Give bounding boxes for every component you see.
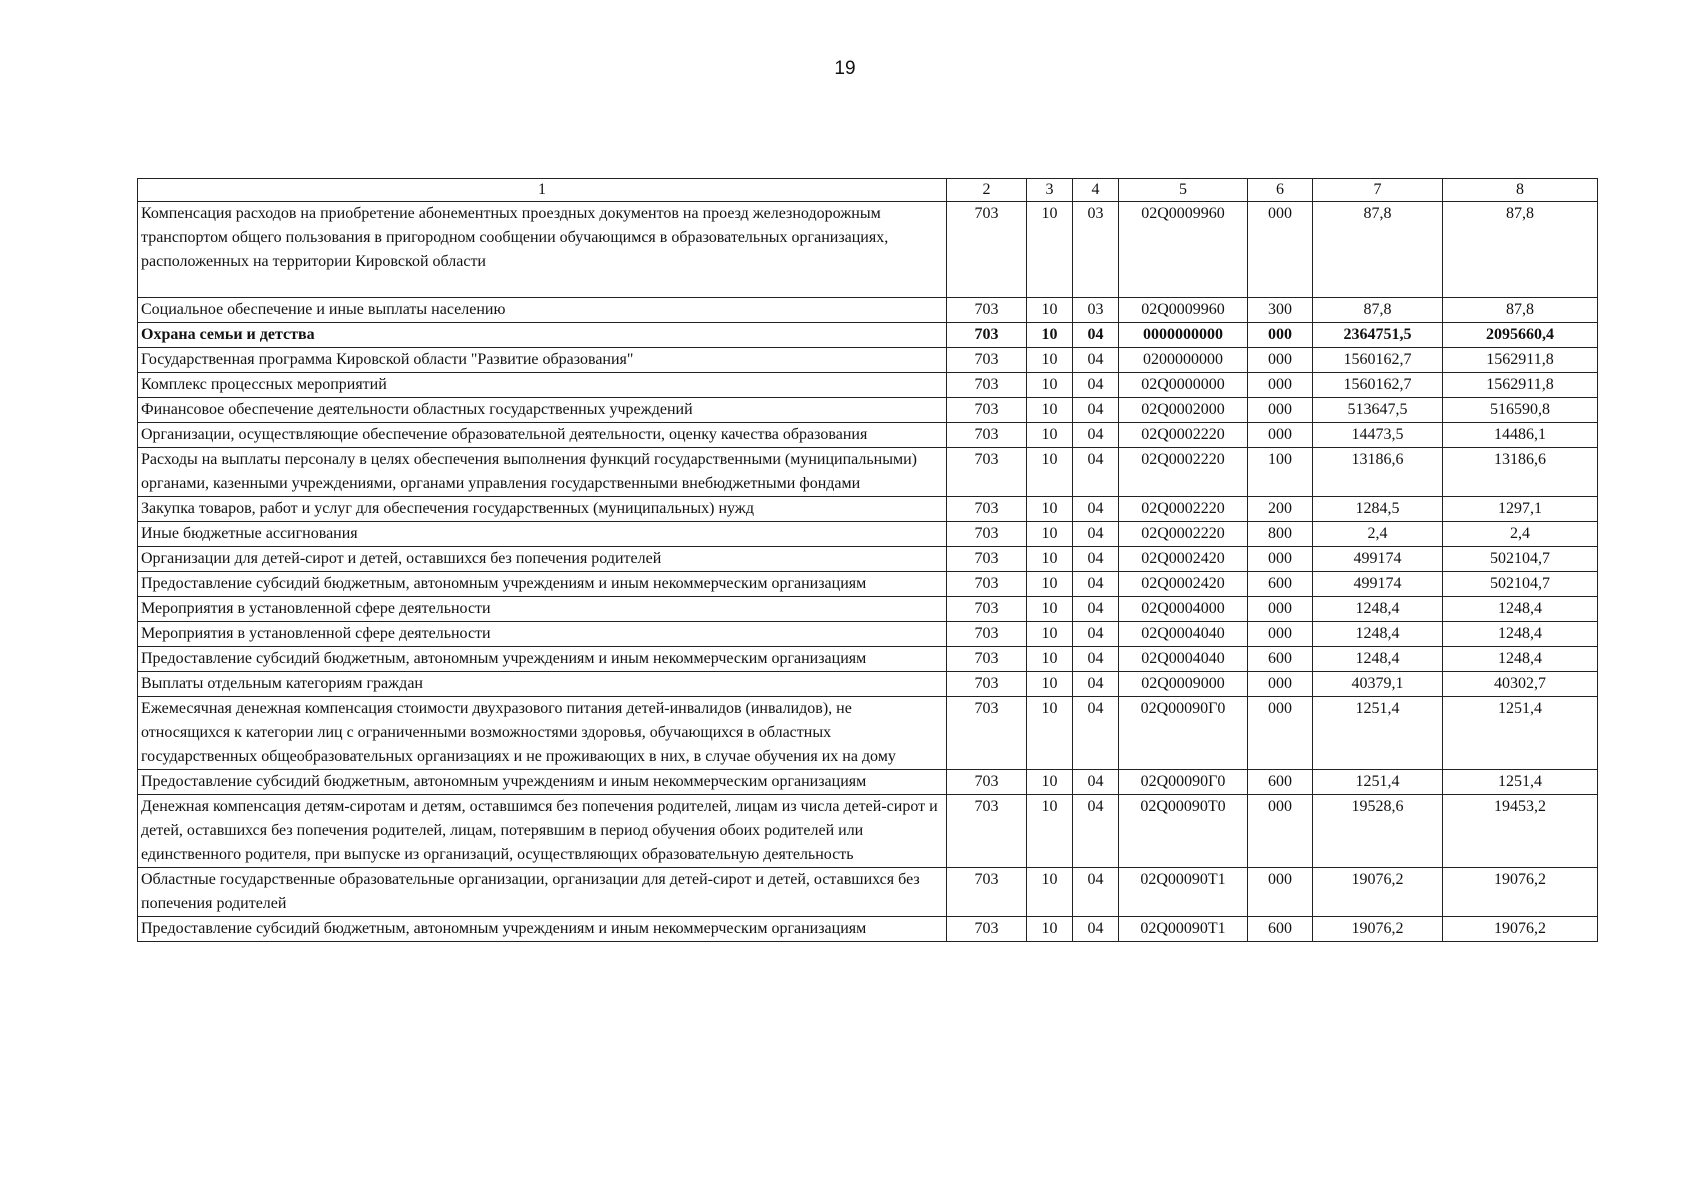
- table-row: [138, 572, 1598, 597]
- cell-subsection: 04: [1073, 448, 1119, 497]
- cell-code-2: 703: [947, 795, 1027, 868]
- cell-expense-type: 100: [1248, 448, 1313, 497]
- cell-subsection: 04: [1073, 795, 1119, 868]
- table-row: [138, 202, 1598, 298]
- cell-code-2: 703: [947, 323, 1027, 348]
- cell-subsection: 04: [1073, 672, 1119, 697]
- cell-amount-7: 19076,2: [1313, 917, 1443, 942]
- table-row: [138, 647, 1598, 672]
- cell-section: 10: [1027, 917, 1073, 942]
- cell-subsection: 03: [1073, 298, 1119, 323]
- cell-target-code: 02Q0002220: [1119, 423, 1248, 448]
- cell-code-2: 703: [947, 672, 1027, 697]
- cell-section: 10: [1027, 373, 1073, 398]
- cell-amount-8: 13186,6: [1443, 448, 1598, 497]
- cell-amount-7: 19528,6: [1313, 795, 1443, 868]
- table-row: [138, 697, 1598, 770]
- cell-code-2: 703: [947, 497, 1027, 522]
- column-header: 3: [1027, 179, 1073, 202]
- table-row: [138, 522, 1598, 547]
- cell-amount-8: 1562911,8: [1443, 373, 1598, 398]
- row-name: Социальное обеспечение и иные выплаты населению: [138, 298, 947, 323]
- column-header: 1: [138, 179, 947, 202]
- table-row: [138, 497, 1598, 522]
- cell-expense-type: 000: [1248, 697, 1313, 770]
- cell-amount-7: 1248,4: [1313, 647, 1443, 672]
- cell-expense-type: 600: [1248, 917, 1313, 942]
- cell-section: 10: [1027, 348, 1073, 373]
- cell-subsection: 04: [1073, 323, 1119, 348]
- cell-amount-8: 1248,4: [1443, 597, 1598, 622]
- cell-section: 10: [1027, 398, 1073, 423]
- row-name: Охрана семьи и детства: [138, 323, 947, 348]
- cell-code-2: 703: [947, 697, 1027, 770]
- row-name: Иные бюджетные ассигнования: [138, 522, 947, 547]
- cell-amount-7: 1560162,7: [1313, 373, 1443, 398]
- cell-amount-8: 40302,7: [1443, 672, 1598, 697]
- table-row: [138, 597, 1598, 622]
- cell-amount-8: 1562911,8: [1443, 348, 1598, 373]
- cell-expense-type: 000: [1248, 622, 1313, 647]
- cell-target-code: 02Q0004040: [1119, 622, 1248, 647]
- cell-subsection: 04: [1073, 547, 1119, 572]
- cell-section: 10: [1027, 448, 1073, 497]
- cell-amount-7: 40379,1: [1313, 672, 1443, 697]
- table-row: [138, 672, 1598, 697]
- cell-target-code: 02Q00090Г0: [1119, 770, 1248, 795]
- table-row: [138, 917, 1598, 942]
- row-name: Предоставление субсидий бюджетным, автономным учреждениям и иным некоммерческим организациям: [138, 770, 947, 795]
- table-row: [138, 398, 1598, 423]
- cell-section: 10: [1027, 868, 1073, 917]
- cell-subsection: 04: [1073, 373, 1119, 398]
- cell-amount-8: 1251,4: [1443, 770, 1598, 795]
- column-header: 6: [1248, 179, 1313, 202]
- row-name: Финансовое обеспечение деятельности областных государственных учреждений: [138, 398, 947, 423]
- cell-code-2: 703: [947, 423, 1027, 448]
- cell-expense-type: 000: [1248, 672, 1313, 697]
- cell-subsection: 04: [1073, 697, 1119, 770]
- table-row: [138, 348, 1598, 373]
- cell-code-2: 703: [947, 202, 1027, 298]
- column-header: 4: [1073, 179, 1119, 202]
- cell-subsection: 04: [1073, 917, 1119, 942]
- cell-amount-7: 13186,6: [1313, 448, 1443, 497]
- cell-code-2: 703: [947, 547, 1027, 572]
- cell-amount-8: 516590,8: [1443, 398, 1598, 423]
- cell-expense-type: 000: [1248, 868, 1313, 917]
- cell-code-2: 703: [947, 522, 1027, 547]
- cell-code-2: 703: [947, 448, 1027, 497]
- cell-code-2: 703: [947, 348, 1027, 373]
- cell-amount-8: 1251,4: [1443, 697, 1598, 770]
- cell-section: 10: [1027, 547, 1073, 572]
- cell-amount-8: 1248,4: [1443, 647, 1598, 672]
- cell-target-code: 0200000000: [1119, 348, 1248, 373]
- row-name: Комплекс процессных мероприятий: [138, 373, 947, 398]
- cell-expense-type: 000: [1248, 323, 1313, 348]
- cell-target-code: 0000000000: [1119, 323, 1248, 348]
- cell-target-code: 02Q0002420: [1119, 547, 1248, 572]
- cell-subsection: 04: [1073, 868, 1119, 917]
- cell-section: 10: [1027, 572, 1073, 597]
- cell-amount-7: 87,8: [1313, 298, 1443, 323]
- cell-section: 10: [1027, 647, 1073, 672]
- cell-code-2: 703: [947, 398, 1027, 423]
- cell-section: 10: [1027, 770, 1073, 795]
- cell-expense-type: 600: [1248, 647, 1313, 672]
- cell-amount-7: 1251,4: [1313, 770, 1443, 795]
- row-name: Компенсация расходов на приобретение абонементных проездных документов на проезд железнодорожным транспортом общего пользования в пригородном сообщении обучающимся в образовательных организациях, расположенных на территории Кировской области: [138, 202, 947, 298]
- cell-subsection: 04: [1073, 597, 1119, 622]
- row-name: Расходы на выплаты персоналу в целях обеспечения выполнения функций государственными (муниципальными) органами, казенными учреждениями, органами управления государственными внебюджетными фондами: [138, 448, 947, 497]
- cell-amount-7: 499174: [1313, 547, 1443, 572]
- table-row: [138, 770, 1598, 795]
- cell-section: 10: [1027, 622, 1073, 647]
- budget-table: [137, 178, 1598, 942]
- cell-code-2: 703: [947, 622, 1027, 647]
- cell-code-2: 703: [947, 298, 1027, 323]
- row-name: Ежемесячная денежная компенсация стоимости двухразового питания детей-инвалидов (инвалидов), не относящихся к категории лиц с ограниченными возможностями здоровья, обучающихся в областных государственных общеобразовательных организациях и не проживающих в них, в случае обучения их на дому: [138, 697, 947, 770]
- cell-section: 10: [1027, 298, 1073, 323]
- row-name: Организации, осуществляющие обеспечение образовательной деятельности, оценку качества образования: [138, 423, 947, 448]
- cell-amount-7: 1248,4: [1313, 597, 1443, 622]
- cell-target-code: 02Q0004000: [1119, 597, 1248, 622]
- cell-amount-8: 502104,7: [1443, 572, 1598, 597]
- cell-target-code: 02Q0009000: [1119, 672, 1248, 697]
- table-row: [138, 547, 1598, 572]
- row-name: Мероприятия в установленной сфере деятельности: [138, 597, 947, 622]
- cell-expense-type: 800: [1248, 522, 1313, 547]
- cell-amount-8: 87,8: [1443, 202, 1598, 298]
- cell-subsection: 04: [1073, 647, 1119, 672]
- cell-code-2: 703: [947, 868, 1027, 917]
- row-name: Мероприятия в установленной сфере деятельности: [138, 622, 947, 647]
- cell-expense-type: 000: [1248, 597, 1313, 622]
- cell-amount-8: 19076,2: [1443, 868, 1598, 917]
- cell-subsection: 04: [1073, 522, 1119, 547]
- cell-target-code: 02Q0009960: [1119, 298, 1248, 323]
- cell-code-2: 703: [947, 597, 1027, 622]
- cell-section: 10: [1027, 202, 1073, 298]
- cell-amount-7: 19076,2: [1313, 868, 1443, 917]
- cell-subsection: 04: [1073, 398, 1119, 423]
- cell-target-code: 02Q0009960: [1119, 202, 1248, 298]
- cell-amount-8: 19076,2: [1443, 917, 1598, 942]
- cell-amount-7: 1284,5: [1313, 497, 1443, 522]
- cell-target-code: 02Q00090T0: [1119, 795, 1248, 868]
- cell-section: 10: [1027, 697, 1073, 770]
- cell-expense-type: 600: [1248, 770, 1313, 795]
- cell-amount-8: 2095660,4: [1443, 323, 1598, 348]
- page-number: 19: [834, 58, 856, 79]
- cell-subsection: 04: [1073, 497, 1119, 522]
- cell-amount-7: 14473,5: [1313, 423, 1443, 448]
- table-row: [138, 298, 1598, 323]
- cell-subsection: 04: [1073, 770, 1119, 795]
- cell-target-code: 02Q0002220: [1119, 497, 1248, 522]
- table-row: [138, 868, 1598, 917]
- table-row: [138, 448, 1598, 497]
- table-row: [138, 622, 1598, 647]
- cell-amount-7: 2364751,5: [1313, 323, 1443, 348]
- cell-target-code: 02Q0002220: [1119, 448, 1248, 497]
- table-row: [138, 323, 1598, 348]
- cell-subsection: 04: [1073, 348, 1119, 373]
- cell-amount-8: 87,8: [1443, 298, 1598, 323]
- cell-expense-type: 000: [1248, 547, 1313, 572]
- cell-expense-type: 000: [1248, 795, 1313, 868]
- cell-code-2: 703: [947, 572, 1027, 597]
- row-name: Предоставление субсидий бюджетным, автономным учреждениям и иным некоммерческим организациям: [138, 572, 947, 597]
- cell-amount-8: 1297,1: [1443, 497, 1598, 522]
- row-name: Организации для детей-сирот и детей, оставшихся без попечения родителей: [138, 547, 947, 572]
- cell-subsection: 03: [1073, 202, 1119, 298]
- cell-amount-7: 1248,4: [1313, 622, 1443, 647]
- cell-section: 10: [1027, 323, 1073, 348]
- cell-target-code: 02Q0002000: [1119, 398, 1248, 423]
- cell-amount-7: 499174: [1313, 572, 1443, 597]
- cell-amount-8: 502104,7: [1443, 547, 1598, 572]
- cell-section: 10: [1027, 522, 1073, 547]
- cell-subsection: 04: [1073, 622, 1119, 647]
- cell-amount-8: 1248,4: [1443, 622, 1598, 647]
- cell-code-2: 703: [947, 373, 1027, 398]
- cell-expense-type: 600: [1248, 572, 1313, 597]
- cell-section: 10: [1027, 423, 1073, 448]
- cell-expense-type: 300: [1248, 298, 1313, 323]
- cell-amount-7: 513647,5: [1313, 398, 1443, 423]
- cell-amount-7: 87,8: [1313, 202, 1443, 298]
- cell-expense-type: 000: [1248, 398, 1313, 423]
- cell-expense-type: 000: [1248, 348, 1313, 373]
- cell-expense-type: 000: [1248, 373, 1313, 398]
- row-name: Областные государственные образовательные организации, организации для детей-сирот и детей, оставшихся без попечения родителей: [138, 868, 947, 917]
- table-header-row: [138, 179, 1598, 202]
- cell-subsection: 04: [1073, 572, 1119, 597]
- cell-section: 10: [1027, 795, 1073, 868]
- cell-target-code: 02Q00090T1: [1119, 917, 1248, 942]
- cell-target-code: 02Q00090Г0: [1119, 697, 1248, 770]
- row-name: Предоставление субсидий бюджетным, автономным учреждениям и иным некоммерческим организациям: [138, 647, 947, 672]
- column-header: 2: [947, 179, 1027, 202]
- cell-amount-7: 2,4: [1313, 522, 1443, 547]
- cell-target-code: 02Q0004040: [1119, 647, 1248, 672]
- cell-expense-type: 000: [1248, 423, 1313, 448]
- cell-code-2: 703: [947, 917, 1027, 942]
- cell-code-2: 703: [947, 647, 1027, 672]
- cell-section: 10: [1027, 597, 1073, 622]
- cell-amount-8: 2,4: [1443, 522, 1598, 547]
- cell-expense-type: 000: [1248, 202, 1313, 298]
- row-name: Выплаты отдельным категориям граждан: [138, 672, 947, 697]
- table-row: [138, 423, 1598, 448]
- table-row: [138, 373, 1598, 398]
- table-row: [138, 795, 1598, 868]
- column-header: 8: [1443, 179, 1598, 202]
- cell-amount-7: 1251,4: [1313, 697, 1443, 770]
- cell-target-code: 02Q00090T1: [1119, 868, 1248, 917]
- cell-code-2: 703: [947, 770, 1027, 795]
- row-name: Предоставление субсидий бюджетным, автономным учреждениям и иным некоммерческим организациям: [138, 917, 947, 942]
- column-header: 5: [1119, 179, 1248, 202]
- row-name: Закупка товаров, работ и услуг для обеспечения государственных (муниципальных) нужд: [138, 497, 947, 522]
- cell-section: 10: [1027, 672, 1073, 697]
- row-name: Государственная программа Кировской области "Развитие образования": [138, 348, 947, 373]
- cell-target-code: 02Q0002420: [1119, 572, 1248, 597]
- cell-amount-8: 19453,2: [1443, 795, 1598, 868]
- cell-target-code: 02Q0002220: [1119, 522, 1248, 547]
- cell-subsection: 04: [1073, 423, 1119, 448]
- cell-expense-type: 200: [1248, 497, 1313, 522]
- cell-section: 10: [1027, 497, 1073, 522]
- cell-amount-7: 1560162,7: [1313, 348, 1443, 373]
- row-name: Денежная компенсация детям-сиротам и детям, оставшимся без попечения родителей, лицам из числа детей-сирот и детей, оставшихся без попечения родителей, лицам, потерявшим в период обучения обоих родителей или единственного родителя, при выпуске из организаций, осуществляющих образовательную деятельность: [138, 795, 947, 868]
- cell-target-code: 02Q0000000: [1119, 373, 1248, 398]
- column-header: 7: [1313, 179, 1443, 202]
- cell-amount-8: 14486,1: [1443, 423, 1598, 448]
